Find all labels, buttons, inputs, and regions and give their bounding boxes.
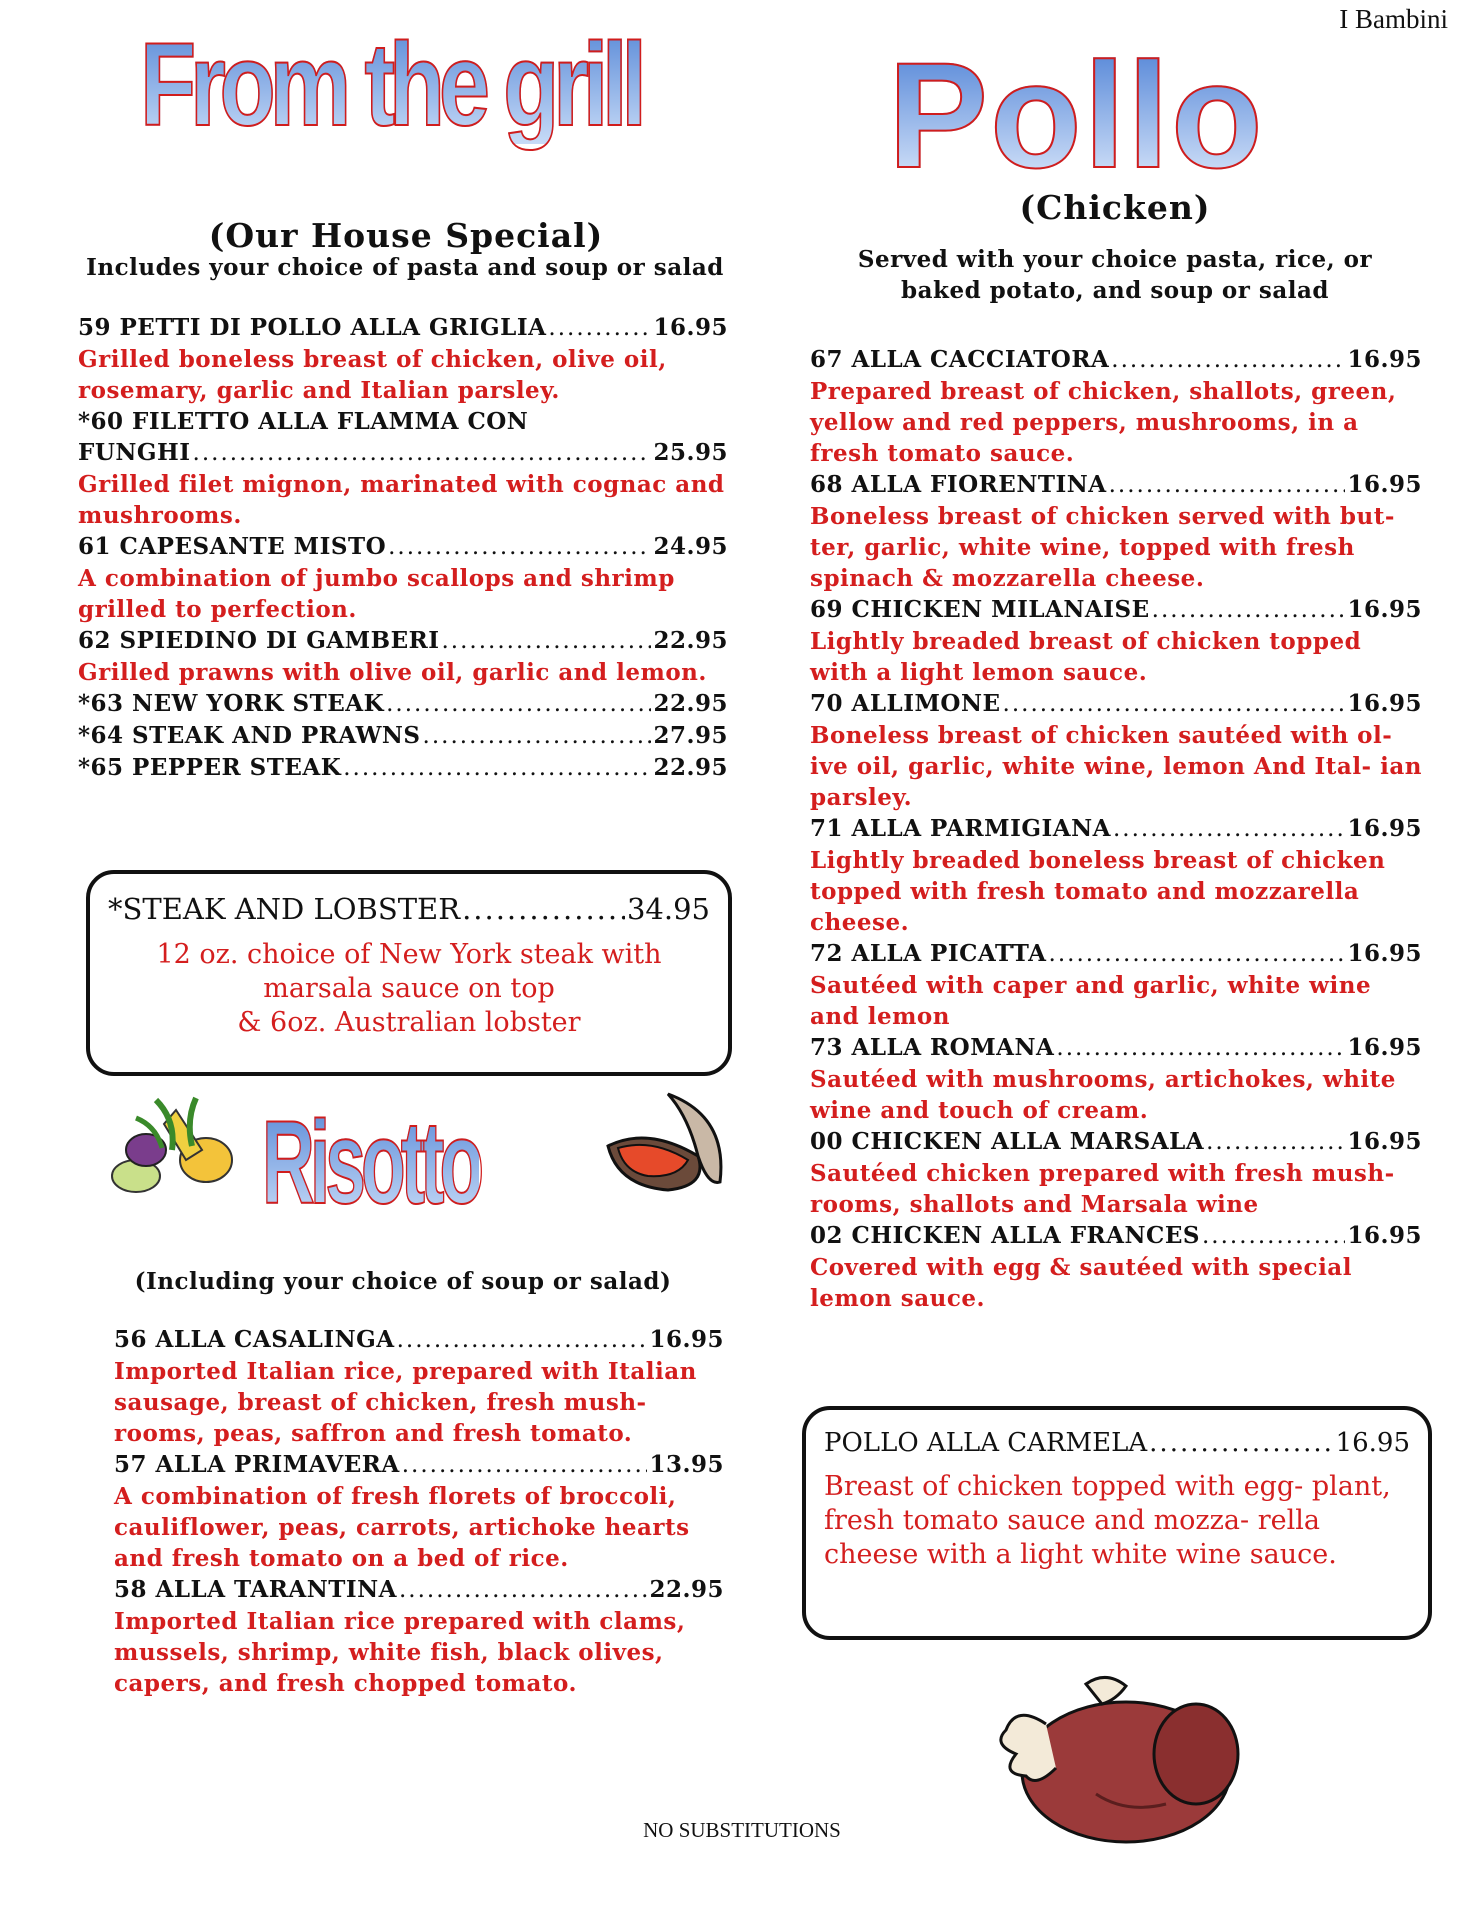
special-item: POLLO ALLA CARMELA ..... 16.95 (824, 1428, 1410, 1458)
item-description: Grilled filet mignon, marinated with cognac and mushrooms. (78, 471, 725, 529)
menu-item-name-line: *60 FILETTO ALLA FLAMMA CON (78, 408, 529, 435)
menu-item: 59 PETTI DI POLLO ALLA GRIGLIA ..... 16.95 (78, 312, 728, 344)
item-description: Sautéed with mushrooms, artichokes, white wine and touch of cream. (810, 1066, 1396, 1124)
risotto-title: Risotto (262, 1097, 480, 1229)
item-description: Boneless breast of chicken served with but- ter, garlic, white wine, topped with fresh spinach & mozzarella cheese. (810, 503, 1395, 592)
item-description: Lightly breaded boneless breast of chicken topped with fresh tomato and mozzarella cheese. (810, 847, 1386, 936)
risotto-note: (Including your choice of soup or salad) (134, 1268, 672, 1295)
special-description: Breast of chicken topped with egg- plant, fresh tomato sauce and mozza- rella cheese with a light white wine sauce. (824, 1471, 1391, 1570)
vegetables-icon (106, 1090, 240, 1200)
menu-item: 56 ALLA CASALINGA ..... 16.95 (114, 1324, 724, 1356)
grill-note: Includes your choice of pasta and soup or salad (86, 254, 724, 281)
menu-item: 58 ALLA TARANTINA ..... 22.95 (114, 1574, 724, 1606)
menu-item: 70 ALLIMONE ..... 16.95 (810, 688, 1422, 720)
item-description: Grilled prawns with olive oil, garlic and lemon. (78, 659, 707, 686)
clam-icon (588, 1086, 734, 1208)
menu-item: 72 ALLA PICATTA ..... 16.95 (810, 938, 1422, 970)
item-description: A combination of jumbo scallops and shrimp grilled to perfection. (78, 565, 675, 623)
footer-note: NO SUBSTITUTIONS (643, 1818, 841, 1842)
menu-item: 62 SPIEDINO DI GAMBERI ..... 22.95 (78, 625, 728, 657)
pollo-subtitle: (Chicken) (1019, 188, 1211, 227)
menu-item: 68 ALLA FIORENTINA ..... 16.95 (810, 469, 1422, 501)
menu-item: 67 ALLA CACCIATORA ..... 16.95 (810, 344, 1422, 376)
menu-item: 71 ALLA PARMIGIANA ..... 16.95 (810, 813, 1422, 845)
item-description: Sautéed with caper and garlic, white wine and lemon (810, 972, 1372, 1030)
steak-lobster-box (86, 870, 732, 1076)
item-description: Imported Italian rice prepared with clams, mussels, shrimp, white fish, black olives, capers, and fresh chopped tomato. (114, 1608, 686, 1697)
menu-item: FUNGHI ..... 25.95 (78, 437, 728, 469)
menu-item: *63 NEW YORK STEAK ..... 22.95 (78, 688, 728, 720)
menu-item: 02 CHICKEN ALLA FRANCES ..... 16.95 (810, 1220, 1422, 1252)
pollo-title: Pollo (888, 31, 1265, 199)
risotto-list (114, 1324, 724, 1699)
special-description: 12 oz. choice of New York steak with marsala sauce on top & 6oz. Australian lobster (156, 939, 662, 1038)
item-description: Sautéed chicken prepared with fresh mush- rooms, shallots and Marsala wine (810, 1160, 1395, 1218)
item-description: Boneless breast of chicken sautéed with ol- ive oil, garlic, white wine, lemon And Ital- ian parsley. (810, 722, 1422, 811)
item-description: Covered with egg & sautéed with special lemon sauce. (810, 1254, 1352, 1312)
menu-item: *65 PEPPER STEAK ..... 22.95 (78, 752, 728, 784)
item-description: Prepared breast of chicken, shallots, green, yellow and red peppers, mushrooms, in a fresh tomato sauce. (810, 378, 1397, 467)
special-item: *STEAK AND LOBSTER ..... 34.95 (108, 892, 710, 926)
pollo-list (810, 344, 1422, 1314)
pollo-note: Served with your choice pasta, rice, or baked potato, and soup or salad (857, 246, 1373, 304)
brand-name: I Bambini (1339, 4, 1448, 34)
item-description: A combination of fresh florets of broccoli, cauliflower, peas, carrots, artichoke hearts and fresh tomato on a bed of rice. (114, 1483, 690, 1572)
menu-item: 73 ALLA ROMANA ..... 16.95 (810, 1032, 1422, 1064)
menu-item: *64 STEAK AND PRAWNS ..... 27.95 (78, 720, 728, 752)
item-description: Lightly breaded breast of chicken topped with a light lemon sauce. (810, 628, 1362, 686)
menu-item: 00 CHICKEN ALLA MARSALA ..... 16.95 (810, 1126, 1422, 1158)
menu-item: 69 CHICKEN MILANAISE ..... 16.95 (810, 594, 1422, 626)
menu-item: 61 CAPESANTE MISTO ..... 24.95 (78, 531, 728, 563)
item-description: Grilled boneless breast of chicken, olive oil, rosemary, garlic and Italian parsley. (78, 346, 667, 404)
grill-subtitle: (Our House Special) (208, 216, 604, 255)
menu-item: 57 ALLA PRIMAVERA ..... 13.95 (114, 1449, 724, 1481)
grill-list (78, 312, 728, 784)
carmela-box (802, 1406, 1432, 1640)
item-description: Imported Italian rice, prepared with Italian sausage, breast of chicken, fresh mush- rooms, peas, saffron and fresh tomato. (114, 1358, 697, 1447)
grill-title: From the grill (140, 19, 641, 151)
